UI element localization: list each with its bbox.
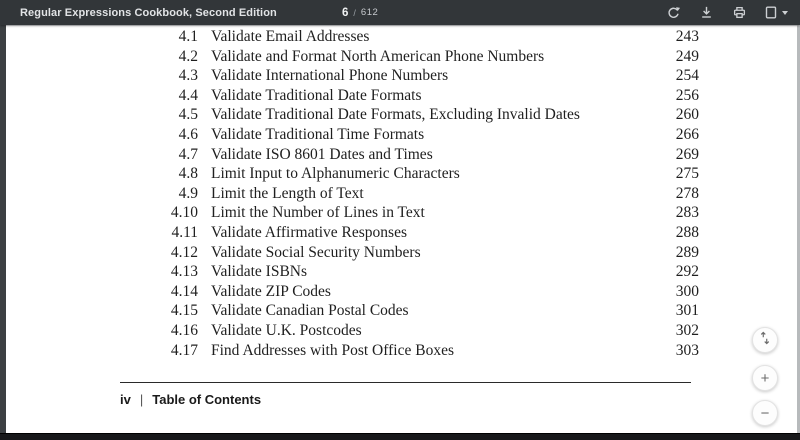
toc-entry-title: Limit the Length of Text [211, 184, 364, 202]
zoom-out-button[interactable] [752, 400, 778, 426]
toc-entry[interactable] [162, 203, 699, 223]
toc-entry-title: Validate Affirmative Responses [211, 223, 408, 241]
document-title: Regular Expressions Cookbook, Second Edition [20, 6, 277, 19]
toc-entry-title: Validate ISO 8601 Dates and Times [211, 145, 433, 163]
toc-entry[interactable] [162, 184, 699, 204]
page-separator: / [353, 7, 356, 18]
toc-entry-page: 283 [675, 204, 699, 222]
fit-to-page-button[interactable] [752, 327, 778, 353]
toc-entry-title: Validate Canadian Postal Codes [211, 302, 409, 320]
toc-entry-number: 4.6 [178, 125, 198, 143]
pdf-toolbar [0, 0, 800, 25]
page-indicator [342, 0, 378, 25]
toc-entry-title: Validate Traditional Date Formats, Excluding Invalid Dates [211, 106, 580, 124]
toc-entry-title: Validate Traditional Date Formats [211, 86, 422, 104]
download-button[interactable] [698, 5, 714, 21]
toc-entry[interactable] [162, 243, 699, 263]
toc-entry-title: Limit Input to Alphanumeric Characters [211, 165, 460, 183]
toc-entry-title: Validate ISBNs [211, 263, 308, 281]
toc-entry-number: 4.4 [178, 86, 198, 104]
footer-divider [120, 382, 691, 383]
footer-separator: | [139, 392, 144, 407]
toc-entry-page: 269 [675, 145, 699, 163]
toc-entry-page: 289 [675, 243, 699, 261]
toc-entry[interactable] [162, 105, 699, 125]
toc-entry[interactable] [162, 145, 699, 165]
toc-list [162, 27, 699, 360]
footer-section-title: Table of Contents [152, 392, 262, 407]
toc-entry-title: Validate International Phone Numbers [211, 67, 449, 85]
toc-entry-number: 4.15 [170, 302, 198, 320]
toc-entry-page: 260 [675, 106, 699, 124]
print-button[interactable] [731, 5, 747, 21]
toc-entry[interactable] [162, 341, 699, 361]
toc-entry[interactable] [162, 125, 699, 145]
toc-entry-page: 278 [675, 184, 699, 202]
print-icon [732, 5, 747, 20]
bookmark-menu-button[interactable] [764, 5, 788, 21]
toc-entry-title: Validate Traditional Time Formats [211, 125, 425, 143]
toc-entry[interactable] [162, 66, 699, 86]
toc-entry-number: 4.9 [178, 184, 198, 202]
toc-entry-page: 254 [675, 67, 699, 85]
toc-entry-number: 4.12 [170, 243, 198, 261]
toc-entry-page: 301 [675, 302, 699, 320]
toc-entry-title: Validate U.K. Postcodes [211, 321, 362, 339]
footer-page-label: iv [120, 392, 131, 407]
toc-entry-number: 4.2 [178, 47, 198, 65]
toc-entry-number: 4.10 [170, 204, 198, 222]
toc-entry-page: 275 [675, 165, 699, 183]
page-footer [120, 392, 261, 407]
toc-entry-page: 266 [675, 125, 699, 143]
toc-entry-title: Validate Social Security Numbers [211, 243, 421, 261]
toc-entry-title: Validate Email Addresses [211, 28, 370, 45]
toc-entry[interactable] [162, 262, 699, 282]
toc-entry-page: 249 [675, 47, 699, 65]
toolbar-actions [665, 0, 788, 25]
chevron-down-icon [782, 11, 788, 15]
toc-entry[interactable] [162, 27, 699, 47]
toc-entry-title: Limit the Number of Lines in Text [211, 204, 425, 222]
toc-entry-page: 303 [675, 341, 699, 359]
minus-icon: − [760, 404, 770, 422]
toc-entry-number: 4.16 [170, 321, 198, 339]
toc-entry-page: 256 [675, 86, 699, 104]
rotate-icon [666, 5, 681, 20]
toc-entry-title: Validate and Format North American Phone Numbers [211, 47, 545, 65]
pdf-page [6, 25, 797, 433]
toc-entry-title: Validate ZIP Codes [211, 282, 331, 300]
toc-entry[interactable] [162, 282, 699, 302]
viewer-bottom-edge [0, 433, 800, 440]
rotate-button[interactable] [665, 5, 681, 21]
bookmark-dropdown-icon [764, 5, 778, 20]
toc-entry-number: 4.1 [178, 28, 198, 45]
toc-entry-page: 302 [675, 321, 699, 339]
toc-entry-number: 4.14 [170, 282, 198, 300]
page-count: 612 [360, 7, 379, 18]
toc-entry[interactable] [162, 47, 699, 67]
toc-entry-page: 288 [675, 223, 699, 241]
toc-entry-number: 4.13 [170, 263, 198, 281]
toc-entry-number: 4.17 [170, 341, 198, 359]
toc-entry-number: 4.11 [171, 223, 198, 241]
zoom-in-button[interactable] [752, 365, 778, 391]
toc-entry-number: 4.7 [178, 145, 198, 163]
toc-entry-title: Find Addresses with Post Office Boxes [211, 341, 454, 359]
toc-entry[interactable] [162, 321, 699, 341]
toc-entry[interactable] [162, 223, 699, 243]
toc-entry[interactable] [162, 164, 699, 184]
toc-entry-page: 300 [675, 282, 699, 300]
toc-entry-number: 4.8 [178, 165, 198, 183]
download-icon [699, 5, 714, 20]
fit-to-page-icon [756, 329, 774, 352]
toc-entry[interactable] [162, 86, 699, 106]
toc-entry[interactable] [162, 301, 699, 321]
toc-entry-number: 4.3 [178, 67, 198, 85]
toc-entry-number: 4.5 [178, 106, 198, 124]
page-number-input[interactable]: 6 [342, 6, 349, 19]
toc-entry-page: 292 [675, 263, 699, 281]
toc-entry-page: 243 [675, 28, 699, 45]
plus-icon: + [760, 369, 770, 387]
